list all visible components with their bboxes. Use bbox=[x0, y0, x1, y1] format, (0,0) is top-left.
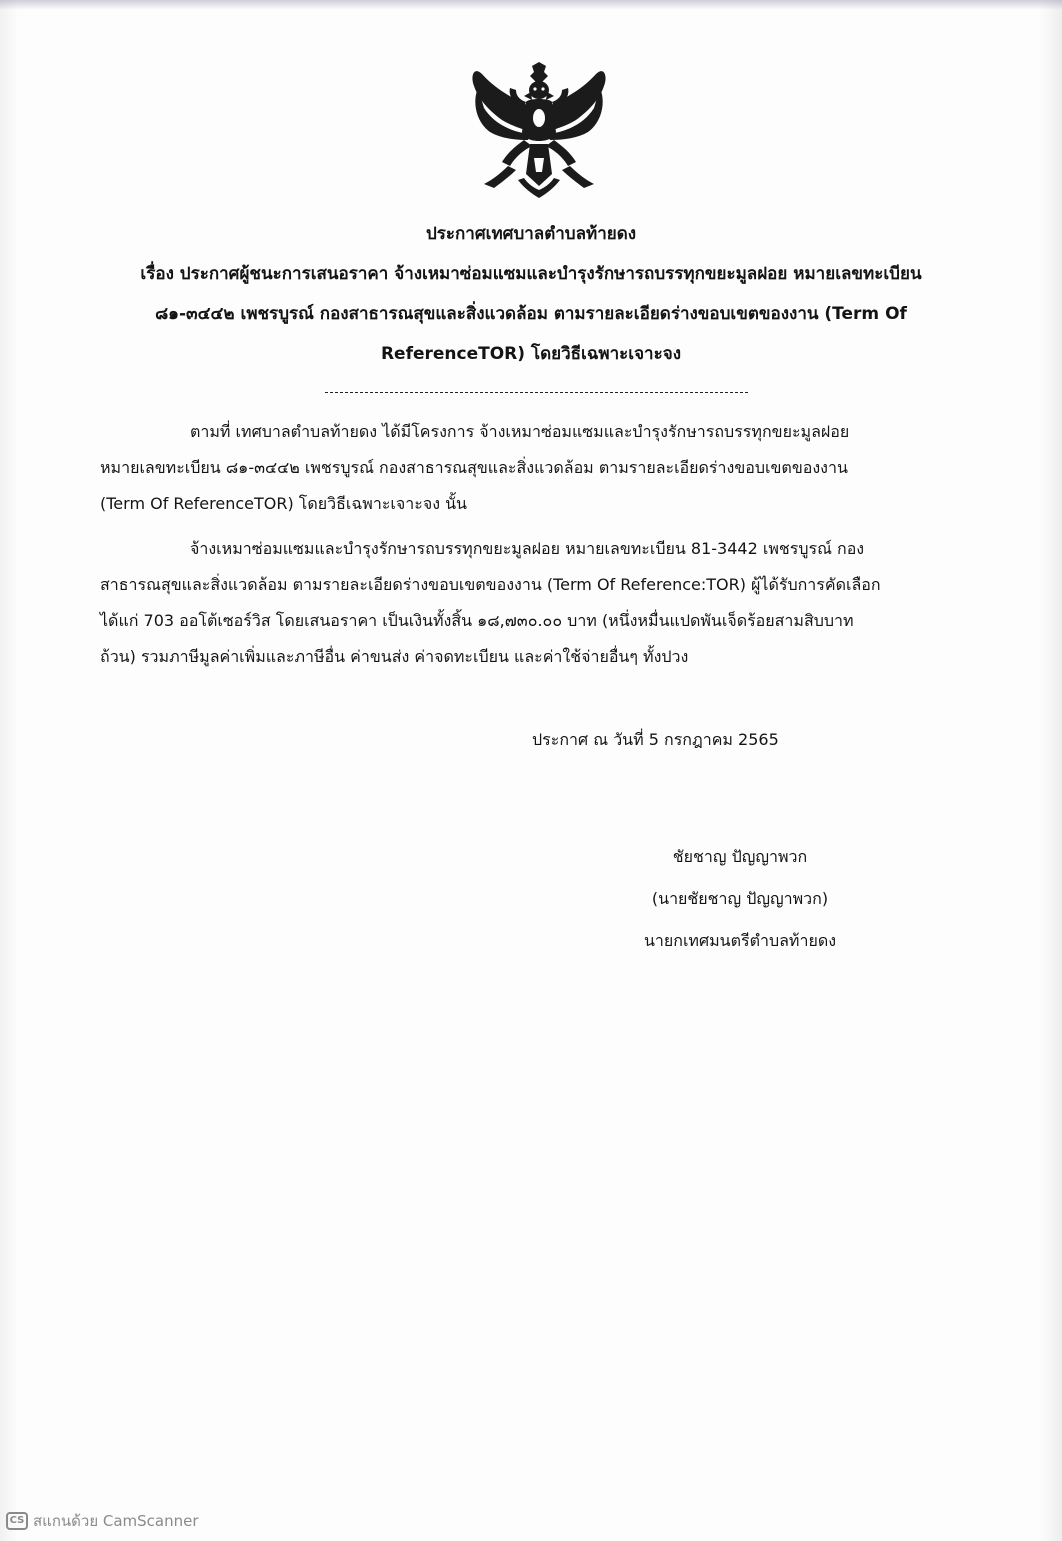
signature-block bbox=[600, 836, 880, 962]
paragraph-line: (Term Of ReferenceTOR) โดยวิธีเฉพาะเจาะจง นั้น bbox=[100, 494, 467, 513]
subject-line: ๘๑-๓๔๔๒ เพชรบูรณ์ กองสาธารณสุขและสิ่งแวดล้อม ตามรายละเอียดร่างขอบเขตของงาน (Term Of bbox=[155, 304, 907, 324]
scan-edge-shadow bbox=[0, 0, 1062, 10]
subject-line: เรื่อง ประกาศผู้ชนะการเสนอราคา จ้างเหมาซ่อมแซมและบำรุงรักษารถบรรทุกขยะมูลฝอย หมายเลขทะเบียน bbox=[140, 264, 922, 284]
dashed-divider bbox=[325, 392, 748, 393]
paragraph-line: ถ้วน) รวมภาษีมูลค่าเพิ่มและภาษีอื่น ค่าขนส่ง ค่าจดทะเบียน และค่าใช้จ่ายอื่นๆ ทั้งปวง bbox=[100, 647, 689, 666]
garuda-emblem-icon bbox=[468, 62, 610, 204]
announcement-title: ประกาศเทศบาลตำบลท้ายดง bbox=[425, 224, 637, 244]
paragraph-line: หมายเลขทะเบียน ๘๑-๓๔๔๒ เพชรบูรณ์ กองสาธารณสุขและสิ่งแวดล้อม ตามรายละเอียดร่างขอบเขตของงาน bbox=[100, 458, 848, 477]
paragraph-line: สาธารณสุขและสิ่งแวดล้อม ตามรายละเอียดร่างขอบเขตของงาน (Term Of Reference:TOR) ผู้ได้รับการคัดเลือก bbox=[100, 575, 881, 594]
printed-name: (นายชัยชาญ ปัญญาพวก) bbox=[651, 889, 829, 908]
signed-name: ชัยชาญ ปัญญาพวก bbox=[672, 847, 808, 866]
announcement-header bbox=[90, 214, 972, 374]
subject-line: ReferenceTOR) โดยวิธีเฉพาะเจาะจง bbox=[380, 344, 682, 364]
announcement-date: ประกาศ ณ วันที่ 5 กรกฎาคม 2565 bbox=[532, 730, 779, 749]
body-paragraph-1 bbox=[100, 414, 952, 522]
watermark-text: สแกนด้วย CamScanner bbox=[33, 1512, 199, 1530]
paragraph-line: ตามที่ เทศบาลตำบลท้ายดง ได้มีโครงการ จ้างเหมาซ่อมแซมและบำรุงรักษารถบรรทุกขยะมูลฝอย bbox=[190, 422, 850, 441]
signatory-position: นายกเทศมนตรีตำบลท้ายดง bbox=[643, 931, 837, 950]
body-paragraph-2 bbox=[100, 531, 952, 675]
paragraph-line: ได้แก่ 703 ออโต้เซอร์วิส โดยเสนอราคา เป็นเงินทั้งสิ้น ๑๘,๗๓๐.๐๐ บาท (หนึ่งหมื่นแปดพันเจ็ดร้อยสามสิบบาท bbox=[100, 611, 854, 630]
paragraph-line: จ้างเหมาซ่อมแซมและบำรุงรักษารถบรรทุกขยะมูลฝอย หมายเลขทะเบียน 81-3442 เพชรบูรณ์ กอง bbox=[190, 539, 865, 558]
camscanner-watermark bbox=[6, 1510, 199, 1532]
camscanner-logo-icon: CS bbox=[6, 1512, 28, 1530]
